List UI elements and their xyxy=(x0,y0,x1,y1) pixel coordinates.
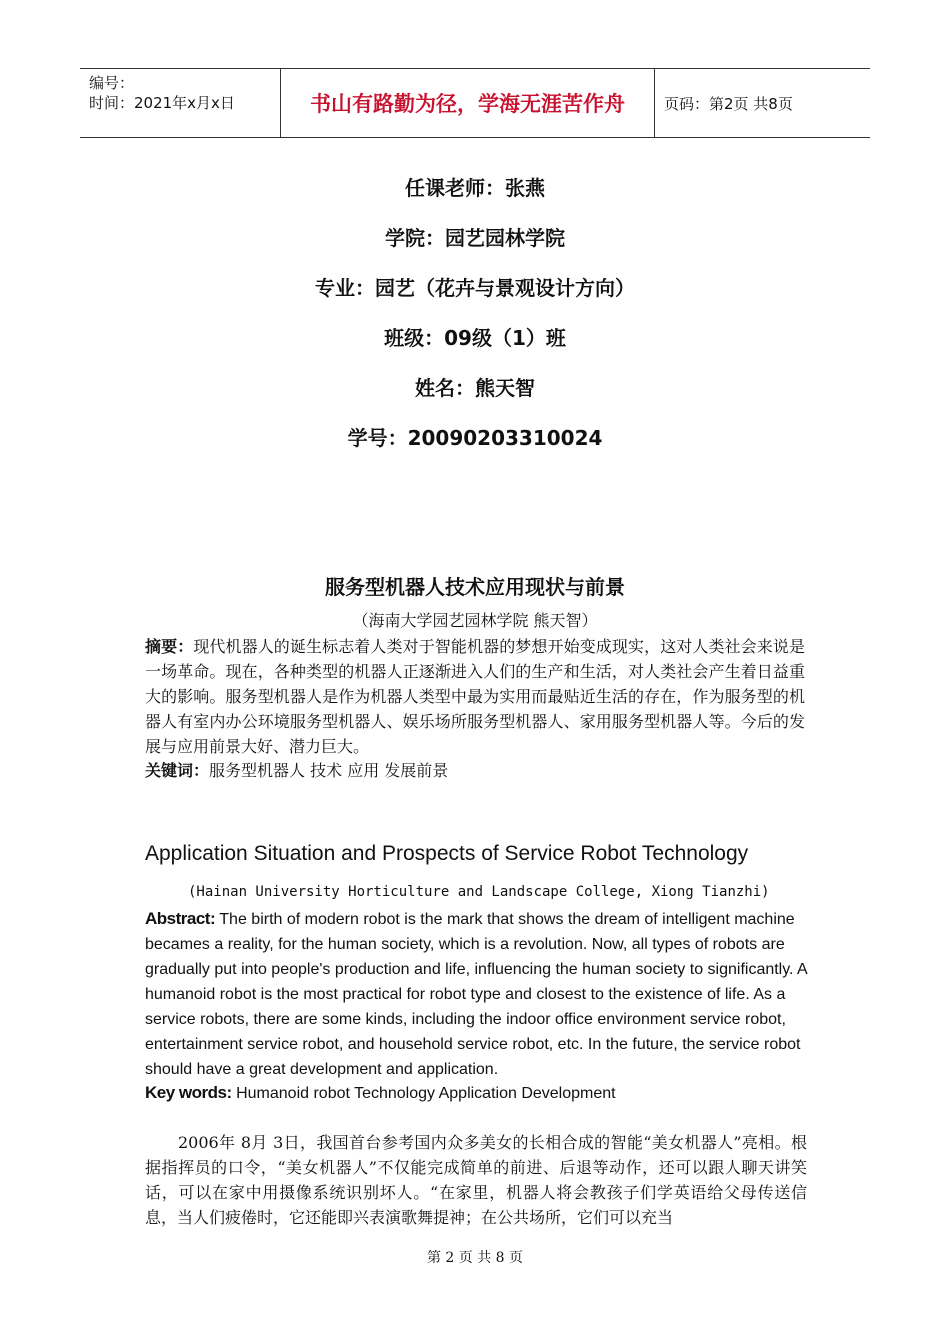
keywords-cn-label: 关键词： xyxy=(145,761,210,780)
header-table xyxy=(80,68,870,138)
time-label: 时间：2021年x月x日 xyxy=(89,94,235,112)
abstract-en-text: The birth of modern robot is the mark that shows the dream of intelligent machine becames a reality, for the human society, which is a revolution. Now, all types of robots are gradually put into people's production and life, influencing the human society to significantly. A humanoid robot is the most practical for robot type and closest to the existence of life. As a service robots, there are some kinds, including the indoor office environment service robot, entertainment service robot, and household service robot, etc. In the future, the service robot should have a great development and application. xyxy=(145,911,807,1078)
article-author-en: (Hainan University Horticulture and Landscape College, Xiong Tianzhi) xyxy=(188,884,770,900)
page-footer: 第 2 页 共 8 页 xyxy=(426,1250,524,1266)
abstract-cn-text: 现代机器人的诞生标志着人类对于智能机器的梦想开始变成现实，这对人类社会来说是一场革命。现在，各种类型的机器人正逐渐进入人们的生产和生活，对人类社会产生着日益重大的影响。服务型机器人是作为机器人类型中最为实用而最贴近生活的存在，作为服务型的机器人有室内办公环境服务型机器人、娱乐场所服务型机器人、家用服务型机器人等。今后的发展与应用前景大好、潜力巨大。 xyxy=(145,637,805,756)
cover-student-id: 学号：20090203310024 xyxy=(347,426,603,450)
article-title-en: Application Situation and Prospects of Service Robot Technology xyxy=(145,842,749,865)
article-title-cn: 服务型机器人技术应用现状与前景 xyxy=(325,575,625,599)
abstract-en-label: Abstract: xyxy=(145,909,216,928)
number-label: 编号： xyxy=(89,74,135,92)
cover-teacher: 任课老师：张燕 xyxy=(405,176,545,200)
cover-major: 专业：园艺（花卉与景观设计方向） xyxy=(315,276,635,300)
body-paragraph: 2006年 8月 3日，我国首台参考国内众多美女的长相合成的智能“美女机器人”亮相。根据指挥员的口令，“美女机器人”不仅能完成简单的前进、后退等动作，还可以跟人聊天讲笑话，可以在家中用摄像系统识别坏人。“在家里，机器人将会教孩子们学英语给父母传送信息，当人们疲倦时，它还能即兴表演歌舞提神；在公共场所，它们可以充当 xyxy=(145,1133,807,1227)
cover-name: 姓名：熊天智 xyxy=(415,376,535,400)
keywords-cn xyxy=(145,758,805,783)
header-meta xyxy=(80,69,281,137)
header-motto: 书山有路勤为径，学海无涯苦作舟 xyxy=(281,69,655,137)
article-author-cn: （海南大学园艺园林学院 熊天智） xyxy=(352,611,598,630)
cover-class: 班级：09级（1）班 xyxy=(384,326,566,350)
abstract-en xyxy=(145,906,807,1082)
keywords-en-label: Key words: xyxy=(145,1083,232,1102)
cover-college: 学院：园艺园林学院 xyxy=(385,226,565,250)
abstract-cn xyxy=(145,634,805,759)
keywords-en-text: Humanoid robot Technology Application Development xyxy=(231,1085,616,1102)
keywords-cn-text: 服务型机器人 技术 应用 发展前景 xyxy=(209,761,449,780)
header-page-label: 页码：第2页 共8页 xyxy=(664,94,793,113)
keywords-en xyxy=(145,1080,807,1106)
abstract-cn-label: 摘要： xyxy=(145,637,194,656)
